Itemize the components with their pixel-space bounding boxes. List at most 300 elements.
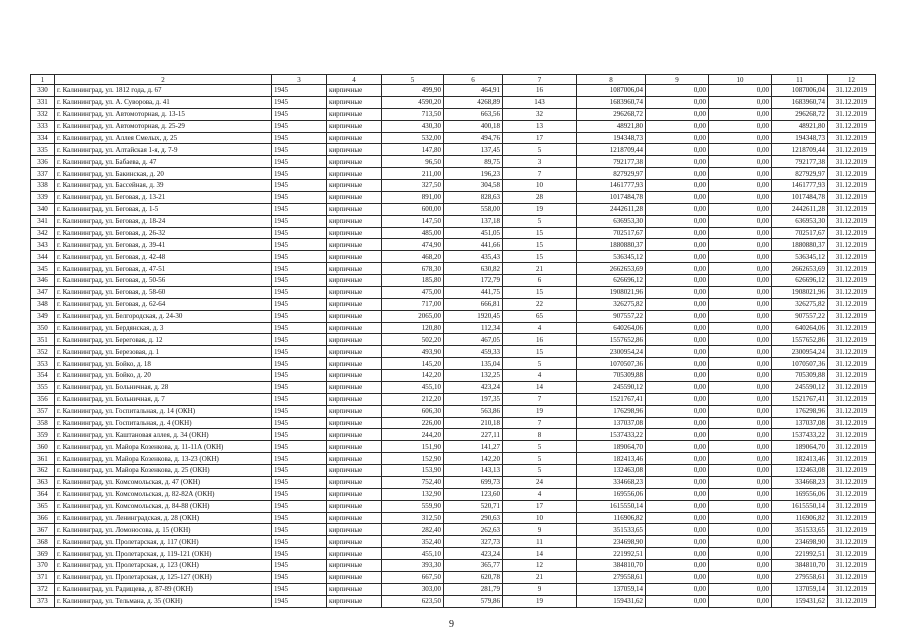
count-cell: 9	[503, 583, 577, 595]
amount-cell-2: 0,00	[646, 441, 709, 453]
area-cell-2: 304,58	[444, 180, 503, 192]
count-cell: 143	[503, 96, 577, 108]
area-cell: 211,00	[382, 168, 444, 180]
area-cell-2: 132,25	[444, 370, 503, 382]
area-cell: 393,30	[382, 560, 444, 572]
date-cell: 31.12.2019	[828, 310, 876, 322]
table-row	[31, 298, 876, 310]
table-row	[31, 595, 876, 607]
amount-cell-3: 0,00	[709, 358, 772, 370]
amount-cell-3: 0,00	[709, 286, 772, 298]
address-cell: г. Калининград, ул. Радищева, д. 87-89 (ОКН)	[55, 583, 272, 595]
amount-cell-4: 326275,82	[772, 298, 828, 310]
count-cell: 14	[503, 381, 577, 393]
material-cell: кирпичные	[327, 168, 382, 180]
area-cell-2: 197,35	[444, 393, 503, 405]
table-row	[31, 512, 876, 524]
column-header-8: 8	[577, 75, 646, 85]
table-row	[31, 429, 876, 441]
amount-cell-2: 0,00	[646, 191, 709, 203]
number-cell: 358	[31, 417, 55, 429]
year-cell: 1945	[272, 239, 327, 251]
number-cell: 365	[31, 500, 55, 512]
amount-cell-4: 132463,08	[772, 465, 828, 477]
area-cell: 559,90	[382, 500, 444, 512]
number-cell: 342	[31, 227, 55, 239]
year-cell: 1945	[272, 263, 327, 275]
date-cell: 31.12.2019	[828, 453, 876, 465]
area-cell: 891,00	[382, 191, 444, 203]
amount-cell-4: 1557652,86	[772, 334, 828, 346]
count-cell: 9	[503, 524, 577, 536]
material-cell: кирпичные	[327, 560, 382, 572]
table-row	[31, 108, 876, 120]
count-cell: 7	[503, 393, 577, 405]
year-cell: 1945	[272, 524, 327, 536]
amount-cell: 1521767,41	[577, 393, 646, 405]
amount-cell: 234698,90	[577, 536, 646, 548]
area-cell: 244,20	[382, 429, 444, 441]
count-cell: 7	[503, 417, 577, 429]
year-cell: 1945	[272, 286, 327, 298]
number-cell: 331	[31, 96, 55, 108]
table-row	[31, 441, 876, 453]
material-cell: кирпичные	[327, 298, 382, 310]
amount-cell-2: 0,00	[646, 96, 709, 108]
amount-cell-4: 907557,22	[772, 310, 828, 322]
column-header-10: 10	[709, 75, 772, 85]
address-cell: г. Калининград, ул. Тельмана, д. 35 (ОКН)	[55, 595, 272, 607]
year-cell: 1945	[272, 441, 327, 453]
table-row	[31, 168, 876, 180]
year-cell: 1945	[272, 144, 327, 156]
count-cell: 4	[503, 322, 577, 334]
area-cell: 474,90	[382, 239, 444, 251]
table-row	[31, 560, 876, 572]
material-cell: кирпичные	[327, 536, 382, 548]
address-cell: г. Калининград, ул. Каштановая аллея, д. 34 (ОКН)	[55, 429, 272, 441]
date-cell: 31.12.2019	[828, 429, 876, 441]
year-cell: 1945	[272, 156, 327, 168]
amount-cell-4: 1880880,37	[772, 239, 828, 251]
number-cell: 332	[31, 108, 55, 120]
amount-cell-3: 0,00	[709, 583, 772, 595]
year-cell: 1945	[272, 548, 327, 560]
material-cell: кирпичные	[327, 310, 382, 322]
year-cell: 1945	[272, 85, 327, 97]
table-row	[31, 239, 876, 251]
column-header-1: 1	[31, 75, 55, 85]
year-cell: 1945	[272, 132, 327, 144]
year-cell: 1945	[272, 310, 327, 322]
table-row	[31, 322, 876, 334]
amount-cell-3: 0,00	[709, 227, 772, 239]
amount-cell-3: 0,00	[709, 132, 772, 144]
amount-cell-4: 189064,70	[772, 441, 828, 453]
amount-cell-2: 0,00	[646, 251, 709, 263]
amount-cell-2: 0,00	[646, 429, 709, 441]
year-cell: 1945	[272, 108, 327, 120]
address-cell: г. Калининград, ул. Белгородская, д. 24-30	[55, 310, 272, 322]
count-cell: 65	[503, 310, 577, 322]
amount-cell-4: 1683960,74	[772, 96, 828, 108]
table-row	[31, 548, 876, 560]
year-cell: 1945	[272, 488, 327, 500]
number-cell: 363	[31, 476, 55, 488]
area-cell: 120,80	[382, 322, 444, 334]
table-row	[31, 465, 876, 477]
amount-cell-2: 0,00	[646, 512, 709, 524]
date-cell: 31.12.2019	[828, 215, 876, 227]
amount-cell: 159431,62	[577, 595, 646, 607]
area-cell: 493,90	[382, 346, 444, 358]
year-cell: 1945	[272, 583, 327, 595]
area-cell: 153,90	[382, 465, 444, 477]
number-cell: 337	[31, 168, 55, 180]
amount-cell-3: 0,00	[709, 512, 772, 524]
column-header-12: 12	[828, 75, 876, 85]
area-cell-2: 459,33	[444, 346, 503, 358]
year-cell: 1945	[272, 536, 327, 548]
date-cell: 31.12.2019	[828, 358, 876, 370]
area-cell-2: 89,75	[444, 156, 503, 168]
area-cell-2: 494,76	[444, 132, 503, 144]
area-cell-2: 142,20	[444, 453, 503, 465]
number-cell: 353	[31, 358, 55, 370]
amount-cell-3: 0,00	[709, 96, 772, 108]
amount-cell-2: 0,00	[646, 156, 709, 168]
amount-cell-3: 0,00	[709, 405, 772, 417]
amount-cell-4: 351533,65	[772, 524, 828, 536]
table-row	[31, 85, 876, 97]
area-cell: 502,20	[382, 334, 444, 346]
address-cell: г. Калининград, ул. Пролетарская, д. 123 (ОКН)	[55, 560, 272, 572]
amount-cell-3: 0,00	[709, 298, 772, 310]
area-cell: 455,10	[382, 381, 444, 393]
count-cell: 10	[503, 180, 577, 192]
area-cell: 96,50	[382, 156, 444, 168]
amount-cell: 296268,72	[577, 108, 646, 120]
table-row	[31, 476, 876, 488]
number-cell: 339	[31, 191, 55, 203]
material-cell: кирпичные	[327, 275, 382, 287]
amount-cell-3: 0,00	[709, 453, 772, 465]
address-cell: г. Калининград, ул. Больничная, д. 7	[55, 393, 272, 405]
amount-cell-4: 137059,14	[772, 583, 828, 595]
address-cell: г. Калининград, ул. Алтайская 1-я, д. 7-9	[55, 144, 272, 156]
amount-cell-2: 0,00	[646, 488, 709, 500]
amount-cell: 1017484,78	[577, 191, 646, 203]
amount-cell-2: 0,00	[646, 476, 709, 488]
area-cell-2: 666,81	[444, 298, 503, 310]
amount-cell-2: 0,00	[646, 583, 709, 595]
amount-cell: 1683960,74	[577, 96, 646, 108]
table-row	[31, 405, 876, 417]
amount-cell-2: 0,00	[646, 405, 709, 417]
amount-cell: 705309,88	[577, 370, 646, 382]
date-cell: 31.12.2019	[828, 298, 876, 310]
amount-cell-4: 636953,30	[772, 215, 828, 227]
area-cell: 147,80	[382, 144, 444, 156]
amount-cell-4: 1070507,36	[772, 358, 828, 370]
number-cell: 357	[31, 405, 55, 417]
area-cell-2: 441,75	[444, 286, 503, 298]
table-row	[31, 381, 876, 393]
amount-cell-3: 0,00	[709, 275, 772, 287]
material-cell: кирпичные	[327, 203, 382, 215]
amount-cell: 907557,22	[577, 310, 646, 322]
area-cell-2: 620,78	[444, 571, 503, 583]
amount-cell: 189064,70	[577, 441, 646, 453]
amount-cell-3: 0,00	[709, 595, 772, 607]
date-cell: 31.12.2019	[828, 286, 876, 298]
material-cell: кирпичные	[327, 239, 382, 251]
amount-cell-3: 0,00	[709, 571, 772, 583]
area-cell-2: 435,43	[444, 251, 503, 263]
area-cell-2: 112,34	[444, 322, 503, 334]
amount-cell-2: 0,00	[646, 524, 709, 536]
table-row	[31, 144, 876, 156]
amount-cell-3: 0,00	[709, 465, 772, 477]
area-cell: 623,50	[382, 595, 444, 607]
area-cell: 713,50	[382, 108, 444, 120]
number-cell: 373	[31, 595, 55, 607]
area-cell: 145,20	[382, 358, 444, 370]
area-cell-2: 141,27	[444, 441, 503, 453]
table-row	[31, 96, 876, 108]
address-cell: г. Калининград, ул. Бойко, д. 20	[55, 370, 272, 382]
area-cell: 226,00	[382, 417, 444, 429]
amount-cell-4: 245590,12	[772, 381, 828, 393]
amount-cell-4: 48921,80	[772, 120, 828, 132]
area-cell-2: 467,05	[444, 334, 503, 346]
area-cell-2: 828,63	[444, 191, 503, 203]
number-cell: 333	[31, 120, 55, 132]
amount-cell-3: 0,00	[709, 156, 772, 168]
amount-cell: 137059,14	[577, 583, 646, 595]
amount-cell: 640264,06	[577, 322, 646, 334]
area-cell-2: 137,18	[444, 215, 503, 227]
area-cell: 303,00	[382, 583, 444, 595]
table-row	[31, 132, 876, 144]
date-cell: 31.12.2019	[828, 488, 876, 500]
number-cell: 361	[31, 453, 55, 465]
year-cell: 1945	[272, 298, 327, 310]
amount-cell-2: 0,00	[646, 275, 709, 287]
column-header-6: 6	[444, 75, 503, 85]
address-cell: г. Калининград, ул. Госпитальная, д. 4 (ОКН)	[55, 417, 272, 429]
year-cell: 1945	[272, 429, 327, 441]
amount-cell-4: 2662653,69	[772, 263, 828, 275]
amount-cell-4: 1461777,93	[772, 180, 828, 192]
table-row	[31, 215, 876, 227]
year-cell: 1945	[272, 381, 327, 393]
amount-cell-3: 0,00	[709, 429, 772, 441]
year-cell: 1945	[272, 168, 327, 180]
amount-cell-4: 334668,23	[772, 476, 828, 488]
count-cell: 3	[503, 156, 577, 168]
count-cell: 6	[503, 275, 577, 287]
date-cell: 31.12.2019	[828, 96, 876, 108]
material-cell: кирпичные	[327, 346, 382, 358]
count-cell: 21	[503, 263, 577, 275]
amount-cell-4: 1218709,44	[772, 144, 828, 156]
material-cell: кирпичные	[327, 417, 382, 429]
date-cell: 31.12.2019	[828, 441, 876, 453]
column-header-9: 9	[646, 75, 709, 85]
area-cell: 475,00	[382, 286, 444, 298]
material-cell: кирпичные	[327, 393, 382, 405]
area-cell-2: 123,60	[444, 488, 503, 500]
address-cell: г. Калининград, ул. Бердянская, д. 3	[55, 322, 272, 334]
material-cell: кирпичные	[327, 263, 382, 275]
amount-cell-4: 296268,72	[772, 108, 828, 120]
date-cell: 31.12.2019	[828, 370, 876, 382]
area-cell: 132,90	[382, 488, 444, 500]
area-cell-2: 172,79	[444, 275, 503, 287]
area-cell: 147,50	[382, 215, 444, 227]
amount-cell-2: 0,00	[646, 203, 709, 215]
table-row	[31, 583, 876, 595]
amount-cell: 351533,65	[577, 524, 646, 536]
amount-cell-2: 0,00	[646, 536, 709, 548]
area-cell: 430,30	[382, 120, 444, 132]
number-cell: 335	[31, 144, 55, 156]
amount-cell-4: 169556,06	[772, 488, 828, 500]
area-cell-2: 451,05	[444, 227, 503, 239]
area-cell-2: 143,13	[444, 465, 503, 477]
material-cell: кирпичные	[327, 85, 382, 97]
date-cell: 31.12.2019	[828, 560, 876, 572]
material-cell: кирпичные	[327, 156, 382, 168]
number-cell: 349	[31, 310, 55, 322]
number-cell: 330	[31, 85, 55, 97]
year-cell: 1945	[272, 215, 327, 227]
material-cell: кирпичные	[327, 370, 382, 382]
amount-cell-3: 0,00	[709, 441, 772, 453]
date-cell: 31.12.2019	[828, 227, 876, 239]
count-cell: 4	[503, 370, 577, 382]
area-cell: 600,00	[382, 203, 444, 215]
count-cell: 16	[503, 334, 577, 346]
count-cell: 13	[503, 120, 577, 132]
table-row	[31, 334, 876, 346]
material-cell: кирпичные	[327, 180, 382, 192]
address-cell: г. Калининград, ул. Комсомольская, д. 82-82А (ОКН)	[55, 488, 272, 500]
count-cell: 15	[503, 251, 577, 263]
material-cell: кирпичные	[327, 512, 382, 524]
amount-cell-2: 0,00	[646, 286, 709, 298]
amount-cell-3: 0,00	[709, 334, 772, 346]
material-cell: кирпичные	[327, 465, 382, 477]
address-cell: г. Калининград, ул. Бакинская, д. 20	[55, 168, 272, 180]
table-row	[31, 417, 876, 429]
date-cell: 31.12.2019	[828, 239, 876, 251]
address-cell: г. Калининград, ул. Беговая, д. 18-24	[55, 215, 272, 227]
amount-cell: 626696,12	[577, 275, 646, 287]
year-cell: 1945	[272, 500, 327, 512]
address-cell: г. Калининград, ул. Майора Козенкова, д. 13-23 (ОКН)	[55, 453, 272, 465]
number-cell: 372	[31, 583, 55, 595]
address-cell: г. Калининград, ул. Береговая, д. 12	[55, 334, 272, 346]
count-cell: 21	[503, 571, 577, 583]
area-cell: 151,90	[382, 441, 444, 453]
address-cell: г. Калининград, ул. Майора Козенкова, д. 25 (ОКН)	[55, 465, 272, 477]
amount-cell: 792177,38	[577, 156, 646, 168]
amount-cell: 1218709,44	[577, 144, 646, 156]
amount-cell: 137037,08	[577, 417, 646, 429]
area-cell-2: 400,18	[444, 120, 503, 132]
count-cell: 10	[503, 512, 577, 524]
area-cell: 455,10	[382, 548, 444, 560]
area-cell-2: 4268,89	[444, 96, 503, 108]
amount-cell-4: 384810,70	[772, 560, 828, 572]
data-table	[30, 74, 876, 608]
table-row	[31, 488, 876, 500]
table-row	[31, 346, 876, 358]
amount-cell-4: 2442611,28	[772, 203, 828, 215]
table-row	[31, 203, 876, 215]
area-cell: 282,40	[382, 524, 444, 536]
count-cell: 7	[503, 168, 577, 180]
address-cell: г. Калининград, ул. Ленинградская, д. 28 (ОКН)	[55, 512, 272, 524]
number-cell: 346	[31, 275, 55, 287]
amount-cell-4: 705309,88	[772, 370, 828, 382]
date-cell: 31.12.2019	[828, 263, 876, 275]
amount-cell-3: 0,00	[709, 263, 772, 275]
material-cell: кирпичные	[327, 322, 382, 334]
table-row	[31, 156, 876, 168]
material-cell: кирпичные	[327, 381, 382, 393]
count-cell: 17	[503, 132, 577, 144]
amount-cell: 1087006,04	[577, 85, 646, 97]
area-cell: 606,30	[382, 405, 444, 417]
table-row	[31, 251, 876, 263]
amount-cell-2: 0,00	[646, 358, 709, 370]
amount-cell: 116906,82	[577, 512, 646, 524]
address-cell: г. Калининград, ул. А. Суворова, д. 41	[55, 96, 272, 108]
area-cell: 717,00	[382, 298, 444, 310]
amount-cell-3: 0,00	[709, 381, 772, 393]
amount-cell-3: 0,00	[709, 560, 772, 572]
count-cell: 5	[503, 358, 577, 370]
number-cell: 366	[31, 512, 55, 524]
amount-cell-2: 0,00	[646, 239, 709, 251]
amount-cell-4: 640264,06	[772, 322, 828, 334]
amount-cell-4: 182413,46	[772, 453, 828, 465]
address-cell: г. Калининград, ул. Бабаева, д. 47	[55, 156, 272, 168]
number-cell: 355	[31, 381, 55, 393]
area-cell-2: 699,73	[444, 476, 503, 488]
column-header-7: 7	[503, 75, 577, 85]
count-cell: 19	[503, 405, 577, 417]
address-cell: г. Калининград, ул. Беговая, д. 1-5	[55, 203, 272, 215]
address-cell: г. Калининград, ул. Майора Козенкова, д. 11-11А (ОКН)	[55, 441, 272, 453]
year-cell: 1945	[272, 571, 327, 583]
count-cell: 32	[503, 108, 577, 120]
address-cell: г. Калининград, ул. Ломоносова, д. 15 (ОКН)	[55, 524, 272, 536]
area-cell-2: 290,63	[444, 512, 503, 524]
area-cell-2: 262,63	[444, 524, 503, 536]
area-cell-2: 630,82	[444, 263, 503, 275]
material-cell: кирпичные	[327, 441, 382, 453]
address-cell: г. Калининград, ул. Автомоторная, д. 13-15	[55, 108, 272, 120]
amount-cell: 48921,80	[577, 120, 646, 132]
area-cell-2: 663,56	[444, 108, 503, 120]
amount-cell-4: 1908021,96	[772, 286, 828, 298]
date-cell: 31.12.2019	[828, 500, 876, 512]
area-cell: 185,80	[382, 275, 444, 287]
